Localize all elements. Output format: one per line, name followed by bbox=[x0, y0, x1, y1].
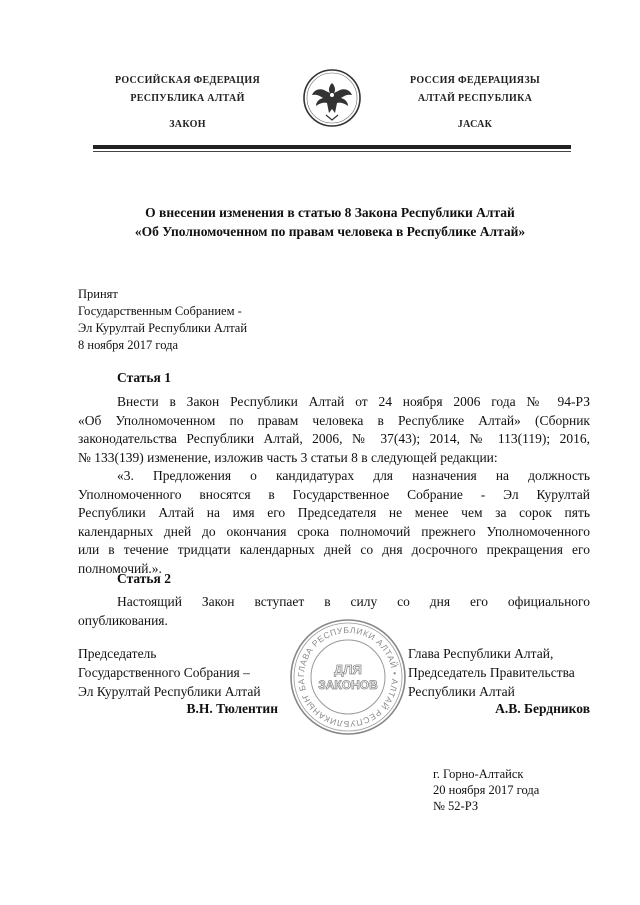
header-doc-type-alt: ЈАСАК bbox=[457, 119, 493, 130]
article-1-paragraph-2 bbox=[78, 467, 590, 578]
header-doc-type-ru: ЗАКОН bbox=[169, 119, 206, 130]
text-line: Настоящий Закон вступает в силу со дня его официального bbox=[117, 594, 590, 609]
article-1-paragraph-1 bbox=[78, 393, 590, 467]
official-stamp bbox=[288, 617, 408, 737]
article-2-heading: Статья 2 bbox=[117, 571, 171, 586]
signatory-left-title-3: Эл Курултай Республики Алтай bbox=[78, 684, 261, 699]
header-country-ru: РОССИЙСКАЯ ФЕДЕРАЦИЯ bbox=[114, 75, 260, 86]
signatory-right-title-1: Глава Республики Алтай, bbox=[408, 646, 554, 661]
coat-of-arms-icon bbox=[302, 68, 362, 128]
stamp-center-line2: ЗАКОНОВ bbox=[318, 678, 378, 692]
header-country-alt: РОССИЯ ФЕДЕРАЦИЯЗЫ bbox=[409, 75, 541, 86]
footer-number: № 52-РЗ bbox=[433, 799, 479, 813]
signatory-right-title-2: Председатель Правительства bbox=[408, 665, 575, 680]
adopted-by-line2: Эл Курултай Республики Алтай bbox=[78, 321, 248, 335]
text-line: «Об Уполномоченном по правам человека в Республике Алтай» (Сборник bbox=[78, 412, 590, 428]
text-line: календарных дней до окончания срока полномочий прежнего Уполномоченного bbox=[78, 523, 590, 539]
header-republic-ru: РЕСПУБЛИКА АЛТАЙ bbox=[130, 93, 245, 104]
header-divider-thin bbox=[93, 151, 571, 152]
text-line: полномочий.». bbox=[78, 560, 162, 576]
signatory-right-title-3: Республики Алтай bbox=[408, 684, 515, 699]
text-line: Внести в Закон Республики Алтай от 24 ноября 2006 года № 94-РЗ bbox=[117, 394, 590, 409]
document-title-line2: «Об Уполномоченном по правам человека в Республике Алтай» bbox=[134, 224, 526, 239]
signatory-right-name: А.В. Бердников bbox=[495, 701, 590, 716]
signatory-left-name: В.Н. Тюлентин bbox=[186, 701, 278, 716]
stamp-ring-text: ГЛАВА РЕСПУБЛИКИ АЛТАЙ • АЛТАЙ РЕСПУБЛИКАНЫҤ БА bbox=[295, 624, 401, 730]
text-line: Республики Алтай на имя его Председателя не менее чем за сорок пять bbox=[78, 505, 590, 520]
header-republic-alt: АЛТАЙ РЕСПУБЛИКА bbox=[417, 93, 533, 104]
footer-date: 20 ноября 2017 года bbox=[433, 783, 540, 797]
signatory-left-title-1: Председатель bbox=[78, 646, 157, 661]
text-line: или в течение тридцати календарных дней со дня досрочного прекращения его bbox=[78, 542, 590, 557]
adopted-date: 8 ноября 2017 года bbox=[78, 338, 179, 352]
text-line: «3. Предложения о кандидатурах для назначения на должность bbox=[117, 468, 590, 483]
header-divider bbox=[93, 145, 571, 149]
stamp-center-line1: ДЛЯ bbox=[334, 662, 362, 677]
text-line: законодательства Республики Алтай, 2006, № 37(43); 2014, № 113(119); 2016, bbox=[78, 431, 590, 446]
adopted-by-line1: Государственным Собранием - bbox=[78, 304, 242, 318]
text-line: опубликования. bbox=[78, 612, 168, 628]
signatory-left-title-2: Государственного Собрания – bbox=[78, 665, 250, 680]
article-1-heading: Статья 1 bbox=[117, 370, 171, 385]
document-title-line1: О внесении изменения в статью 8 Закона Республики Алтай bbox=[145, 205, 515, 220]
adopted-label: Принят bbox=[78, 287, 118, 301]
text-line: Уполномоченного вносятся в Государственное Собрание - Эл Курултай bbox=[78, 486, 590, 502]
text-line: № 133(139) изменение, изложив часть 3 статьи 8 в следующей редакции: bbox=[78, 449, 498, 465]
footer-place: г. Горно-Алтайск bbox=[433, 767, 524, 781]
